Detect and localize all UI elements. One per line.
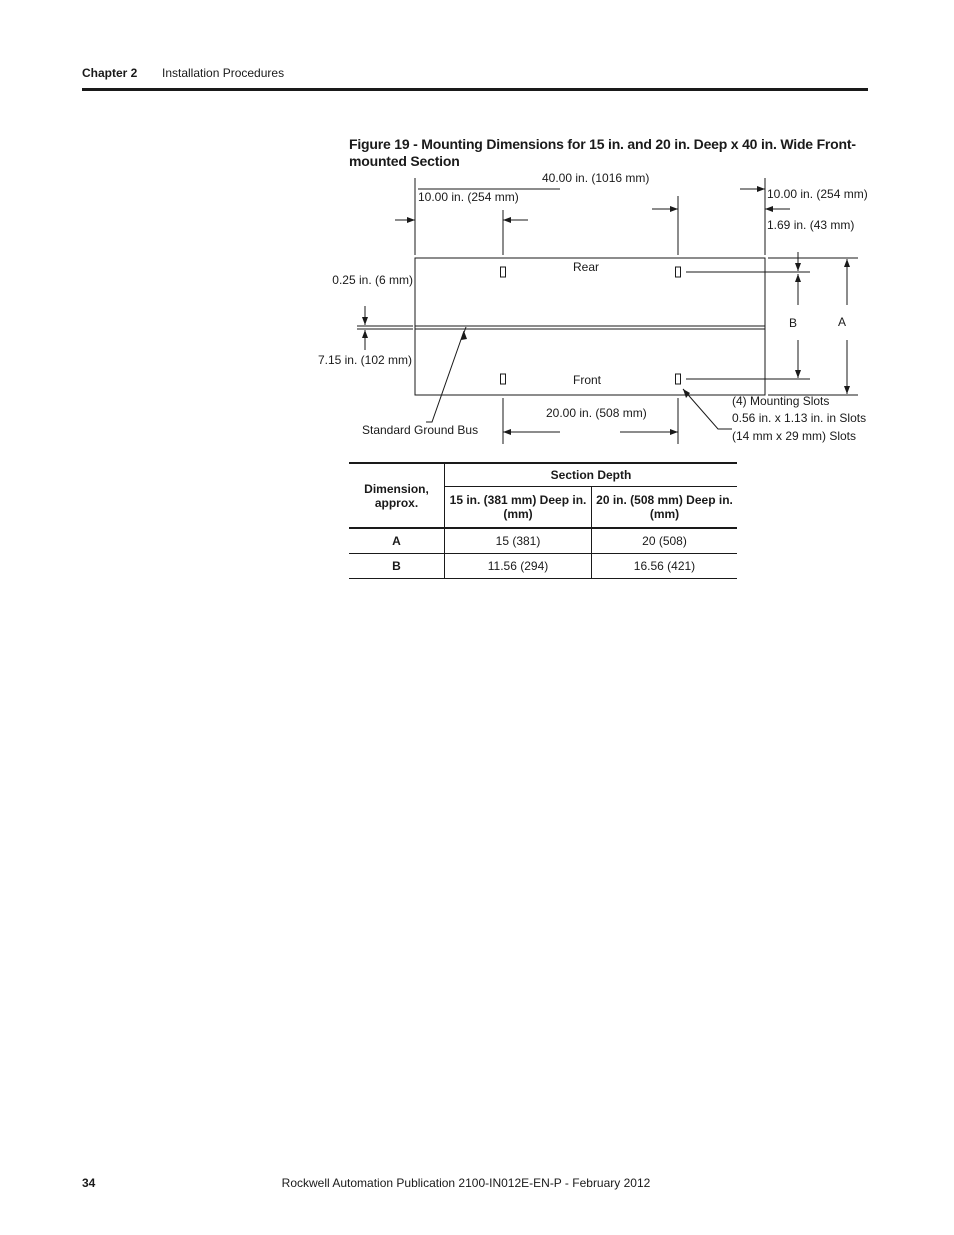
cell-value: 11.56 (294) xyxy=(445,554,592,579)
front-label: Front xyxy=(573,373,602,387)
cell-value: 16.56 (421) xyxy=(592,554,738,579)
row-label: A xyxy=(349,528,445,554)
rear-label: Rear xyxy=(573,260,600,274)
dimension-b-label: B xyxy=(789,316,798,330)
page-header xyxy=(82,66,868,90)
rear-inset-label: 1.69 in. (43 mm) xyxy=(767,218,855,232)
slots-label-line2: 0.56 in. x 1.13 in. in Slots xyxy=(732,411,867,425)
figure-title: Figure 19 - Mounting Dimensions for 15 in. and 20 in. Deep x 40 in. Wide Front-mounted Section xyxy=(349,136,856,169)
publication-info: Rockwell Automation Publication 2100-IN012E-EN-P - February 2012 xyxy=(281,1176,651,1190)
mounting-slot xyxy=(676,267,681,277)
slots-label-line3: (14 mm x 29 mm) Slots xyxy=(732,429,857,443)
col-20in-header: 20 in. (508 mm) Deep in. (mm) xyxy=(592,487,738,529)
section-title: Installation Procedures xyxy=(162,66,285,80)
right-offset-label: 10.00 in. (254 mm) xyxy=(767,187,868,201)
table-row xyxy=(349,528,737,554)
overall-width-label: 40.00 in. (1016 mm) xyxy=(542,171,650,185)
cell-value: 15 (381) xyxy=(445,528,592,554)
mounting-slot xyxy=(501,267,506,277)
header-rule xyxy=(82,88,868,91)
bus-position-label: 7.15 in. (102 mm) xyxy=(317,353,412,367)
cell-value: 20 (508) xyxy=(592,528,738,554)
ground-bus-label: Standard Ground Bus xyxy=(362,423,479,437)
left-offset-label: 10.00 in. (254 mm) xyxy=(418,190,519,204)
page-number: 34 xyxy=(82,1176,96,1190)
slot-spacing-label: 20.00 in. (508 mm) xyxy=(546,406,647,420)
slots-label-line1: (4) Mounting Slots xyxy=(732,394,830,408)
mounting-slot xyxy=(501,374,506,384)
ground-bus xyxy=(415,326,765,329)
col-15in-header: 15 in. (381 mm) Deep in. (mm) xyxy=(445,487,592,529)
dimensions-table xyxy=(349,462,737,579)
table-row xyxy=(349,554,737,579)
section-depth-header: Section Depth xyxy=(445,463,738,487)
row-label: B xyxy=(349,554,445,579)
chapter-label: Chapter 2 xyxy=(82,66,138,80)
dimension-header: Dimension, approx. xyxy=(349,463,445,528)
mounting-slot xyxy=(676,374,681,384)
page-footer xyxy=(82,1176,868,1192)
dimension-a-label: A xyxy=(838,315,847,329)
bus-thickness-label: 0.25 in. (6 mm) xyxy=(332,273,413,287)
mounting-diagram xyxy=(300,165,870,455)
